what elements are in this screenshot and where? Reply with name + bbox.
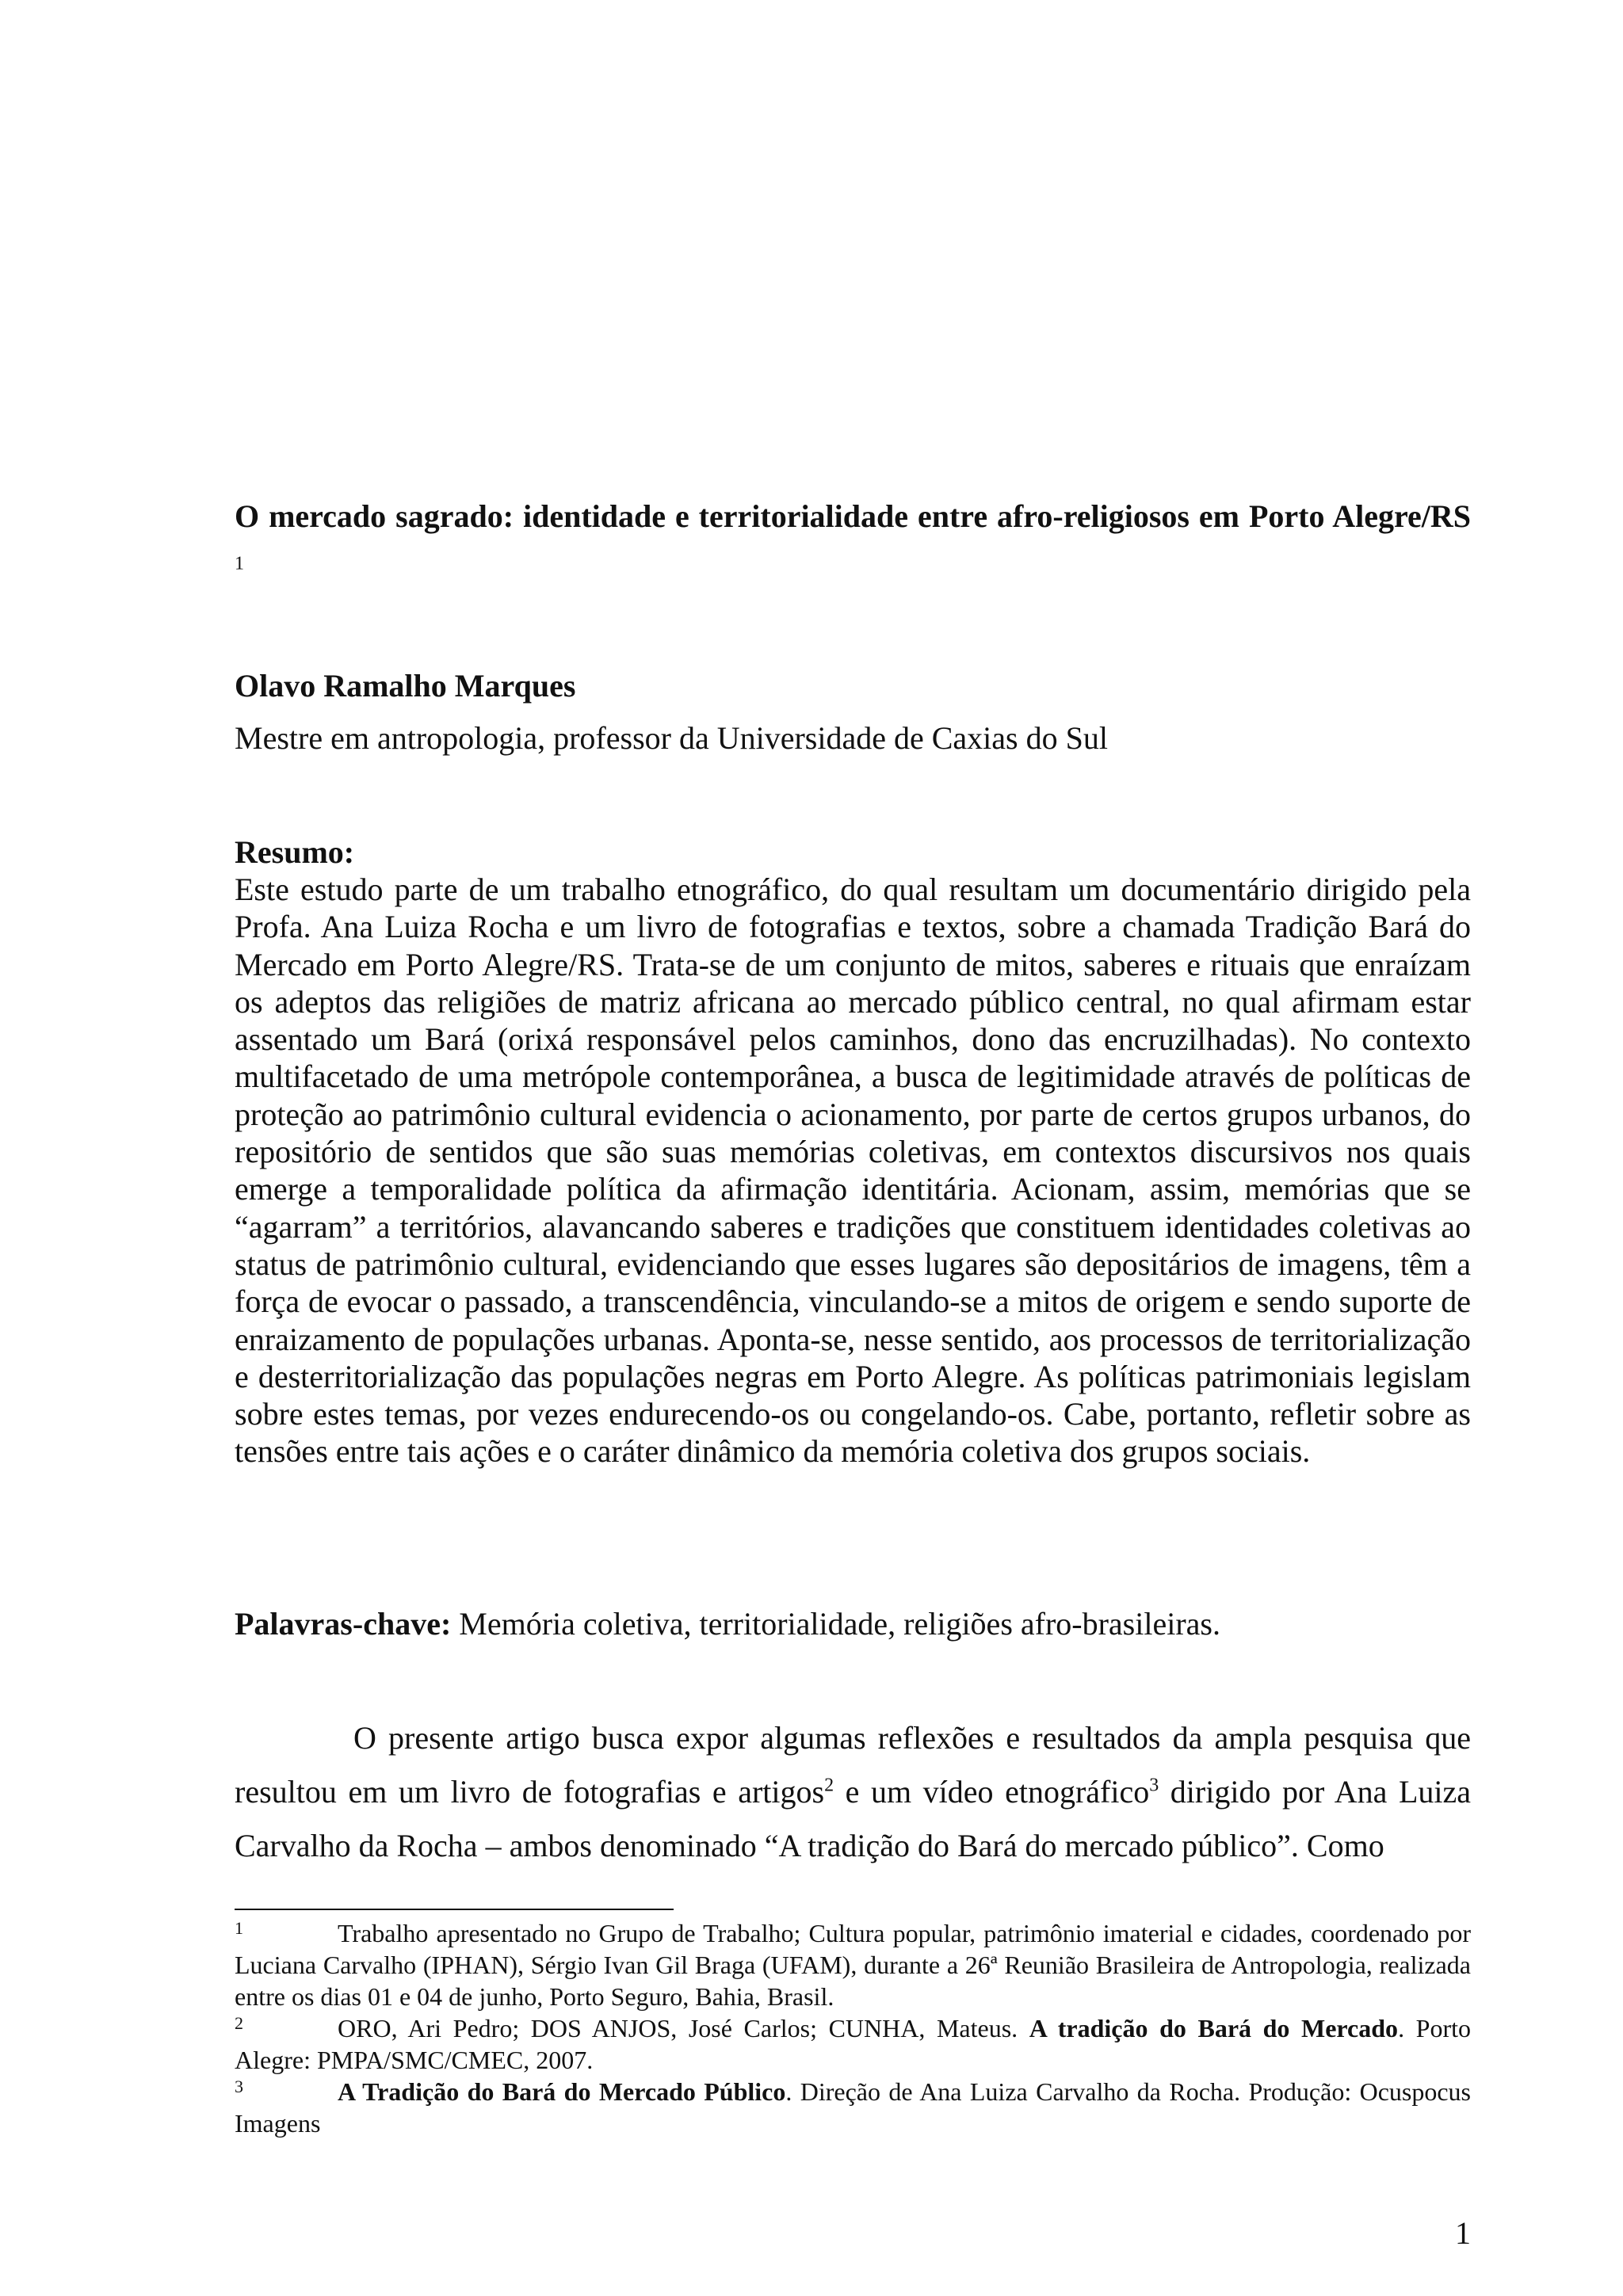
abstract-heading: Resumo: xyxy=(235,834,355,870)
footnote-3-post: . Direção de Ana Luiza Carvalho da Rocha. Produção: Ocuspocus Imagens xyxy=(235,2077,1472,2138)
footnote-text xyxy=(235,2076,1471,2139)
title-footnote-ref[interactable]: 1 xyxy=(235,553,244,574)
footnote-text xyxy=(235,2012,1471,2076)
footnotes xyxy=(235,1917,1471,2139)
footnote-3-title: A Tradição do Bará do Mercado Público xyxy=(338,2077,786,2106)
intro-part3: dirigido por Ana Luiza Carvalho da Rocha – ambos denominado “A tradição do Bará do mercado público”. Como xyxy=(235,1774,1472,1863)
intro-paragraph xyxy=(235,1711,1471,1873)
footnote-3 xyxy=(235,2076,1471,2139)
title-text: O mercado sagrado: identidade e territorialidade entre afro-religiosos em Porto Alegre/RS xyxy=(235,498,1471,534)
keywords-text: Memória coletiva, territorialidade, religiões afro-brasileiras. xyxy=(451,1606,1220,1642)
article-title xyxy=(235,490,1471,597)
author-affiliation: Mestre em antropologia, professor da Universidade de Caxias do Sul xyxy=(235,720,1108,756)
footnote-text: Trabalho apresentado no Grupo de Trabalho; Cultura popular, patrimônio imaterial e cidades, coordenado por Luciana Carvalho (IPHAN), Sérgio Ivan Gil Braga (UFAM), durante a 26ª Reunião Brasileira de Antropologia, realizada entre os dias 01 e 04 de junho, Porto Seguro, Bahia, Brasil. xyxy=(235,1919,1471,2011)
abstract-text: Este estudo parte de um trabalho etnográfico, do qual resultam um documentário dirigido pela Profa. Ana Luiza Rocha e um livro de fotografias e textos, sobre a chamada Tradição Bará do Mercado em Porto Alegre/RS. Trata-se de um conjunto de mitos, saberes e rituais que enraízam os adeptos das religiões de matriz africana ao mercado público central, no qual afirmam estar assentado um Bará (orixá responsável pelos caminhos, dono das encruzilhadas). No contexto multifacetado de uma metrópole contemporânea, a busca de legitimidade através de políticas de proteção ao patrimônio cultural evidencia o acionamento, por parte de certos grupos urbanos, do repositório de sentidos que são suas memórias coletivas, em contextos discursivos nos quais emerge a temporalidade política da afirmação identitária. Acionam, assim, memórias que se “agarram” a territórios, alavancando saberes e tradições que constituem identidades coletivas ao status de patrimônio cultural, evidenciando que esses lugares são depositários de imagens, têm a força de evocar o passado, a transcendência, vinculando-se a mitos de origem e sendo suporte de enraizamento de populações urbanas. Aponta-se, nesse sentido, aos processos de territorialização e desterritorialização das populações negras em Porto Alegre. As políticas patrimoniais legislam sobre estes temas, por vezes endurecendo-os ou congelando-os. Cabe, portanto, refletir sobre as tensões entre tais ações e o caráter dinâmico da memória coletiva dos grupos sociais. xyxy=(235,871,1471,1470)
footnote-2 xyxy=(235,2012,1471,2076)
footnote-ref-2[interactable]: 2 xyxy=(824,1775,834,1796)
footnote-2-pre: ORO, Ari Pedro; DOS ANJOS, José Carlos; CUNHA, Mateus. xyxy=(338,2014,1029,2042)
footnote-number: 3 xyxy=(235,2077,243,2096)
keywords xyxy=(235,1604,1471,1644)
footnote-separator xyxy=(235,1909,674,1910)
intro-part2: e um vídeo etnográfico xyxy=(834,1774,1150,1810)
page-number: 1 xyxy=(1455,2215,1471,2251)
keywords-label: Palavras-chave: xyxy=(235,1606,452,1642)
footnote-2-title: A tradição do Bará do Mercado xyxy=(1029,2014,1399,2042)
footnote-2-post: . Porto Alegre: PMPA/SMC/CMEC, 2007. xyxy=(235,2014,1472,2074)
footnote-number: 1 xyxy=(235,1918,243,1938)
footnote-1 xyxy=(235,1917,1471,2012)
footnote-number: 2 xyxy=(235,2013,243,2033)
footnote-ref-3[interactable]: 3 xyxy=(1149,1775,1159,1796)
author-name: Olavo Ramalho Marques xyxy=(235,668,576,704)
intro-part1: O presente artigo busca expor algumas reflexões e resultados da ampla pesquisa que resultou em um livro de fotografias e artigos xyxy=(235,1720,1471,1810)
